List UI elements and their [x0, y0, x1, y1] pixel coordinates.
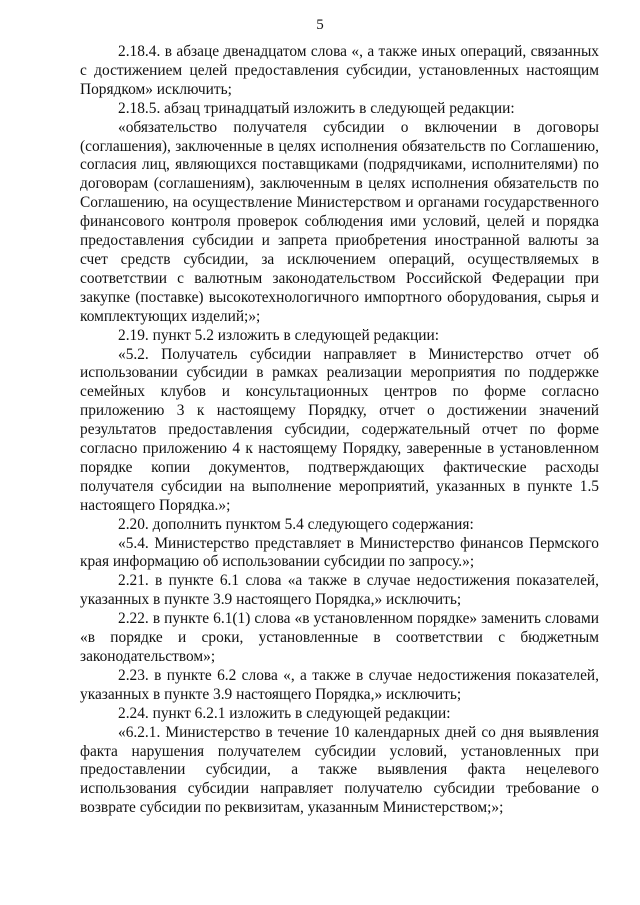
paragraph-2-19: 2.19. пункт 5.2 изложить в следующей редакции: — [118, 326, 439, 344]
paragraph-2-18-4: 2.18.4. в абзаце двенадцатом слова «, а также иных операций, связанных с достижением целей предоставления субсидии, установленных настоящим Порядком» исключить; — [80, 43, 599, 98]
paragraph-2-20: 2.20. дополнить пунктом 5.4 следующего содержания: — [118, 515, 474, 533]
paragraph-quote-obligation: «обязательство получателя субсидии о включении в договоры (соглашения), заключенные в целях исполнения обязательств по Соглашению, согласия лиц, являющихся поставщиками (подрядчиками, исполнителями) по договорам (соглашениям), заключенным в целях исполнения обязательств по Соглашению, на осуществление Министерством и органами государственного финансового контроля проверок соблюдения ими условий, целей и порядка предоставления субсидии и запрета приобретения иностранной валюты за счет средств субсидии, за исключением операций, осуществляемых в соответствии с валютным законодательством Российской Федерации при закупке (поставке) высокотехнологичного импортного оборудования, сырья и комплектующих изделий;»; — [80, 118, 599, 325]
paragraph-2-24: 2.24. пункт 6.2.1 изложить в следующей редакции: — [118, 704, 451, 722]
document-body — [80, 43, 599, 818]
paragraph-2-21: 2.21. в пункте 6.1 слова «а также в случае недостижения показателей, указанных в пункте 3.9 настоящего Порядка,» исключить; — [80, 572, 599, 609]
paragraph-quote-5-4: «5.4. Министерство представляет в Министерство финансов Пермского края информацию об использовании субсидии по запросу.»; — [80, 534, 599, 571]
paragraph-2-22: 2.22. в пункте 6.1(1) слова «в установленном порядке» заменить словами «в порядке и сроки, установленные в соответствии с бюджетным законодательством»; — [80, 610, 599, 665]
page-number: 5 — [316, 17, 324, 33]
paragraph-quote-5-2: «5.2. Получатель субсидии направляет в Министерство отчет об использовании субсидии в рамках реализации мероприятия по поддержке семейных клубов и консультационных центров по форме согласно приложению 3 к настоящему Порядку, отчет о достижении значений результатов предоставления субсидии, содержательный отчет по форме согласно приложению 4 к настоящему Порядку, заверенные в установленном порядке копии документов, подтверждающих фактические расходы получателя субсидии на выполнение мероприятий, указанных в пункте 1.5 настоящего Порядка.»; — [80, 345, 599, 514]
paragraph-2-23: 2.23. в пункте 6.2 слова «, а также в случае недостижения показателей, указанных в пункте 3.9 настоящего Порядка,» исключить; — [80, 666, 599, 703]
paragraph-2-18-5: 2.18.5. абзац тринадцатый изложить в следующей редакции: — [118, 99, 515, 117]
paragraph-quote-6-2-1: «6.2.1. Министерство в течение 10 календарных дней со дня выявления факта нарушения получателем субсидии условий, установленных при предоставлении субсидии, а также выявления факта нецелевого использования субсидии направляет получателю субсидии требование о возврате субсидии по реквизитам, указанным Министерством;»; — [80, 723, 599, 817]
